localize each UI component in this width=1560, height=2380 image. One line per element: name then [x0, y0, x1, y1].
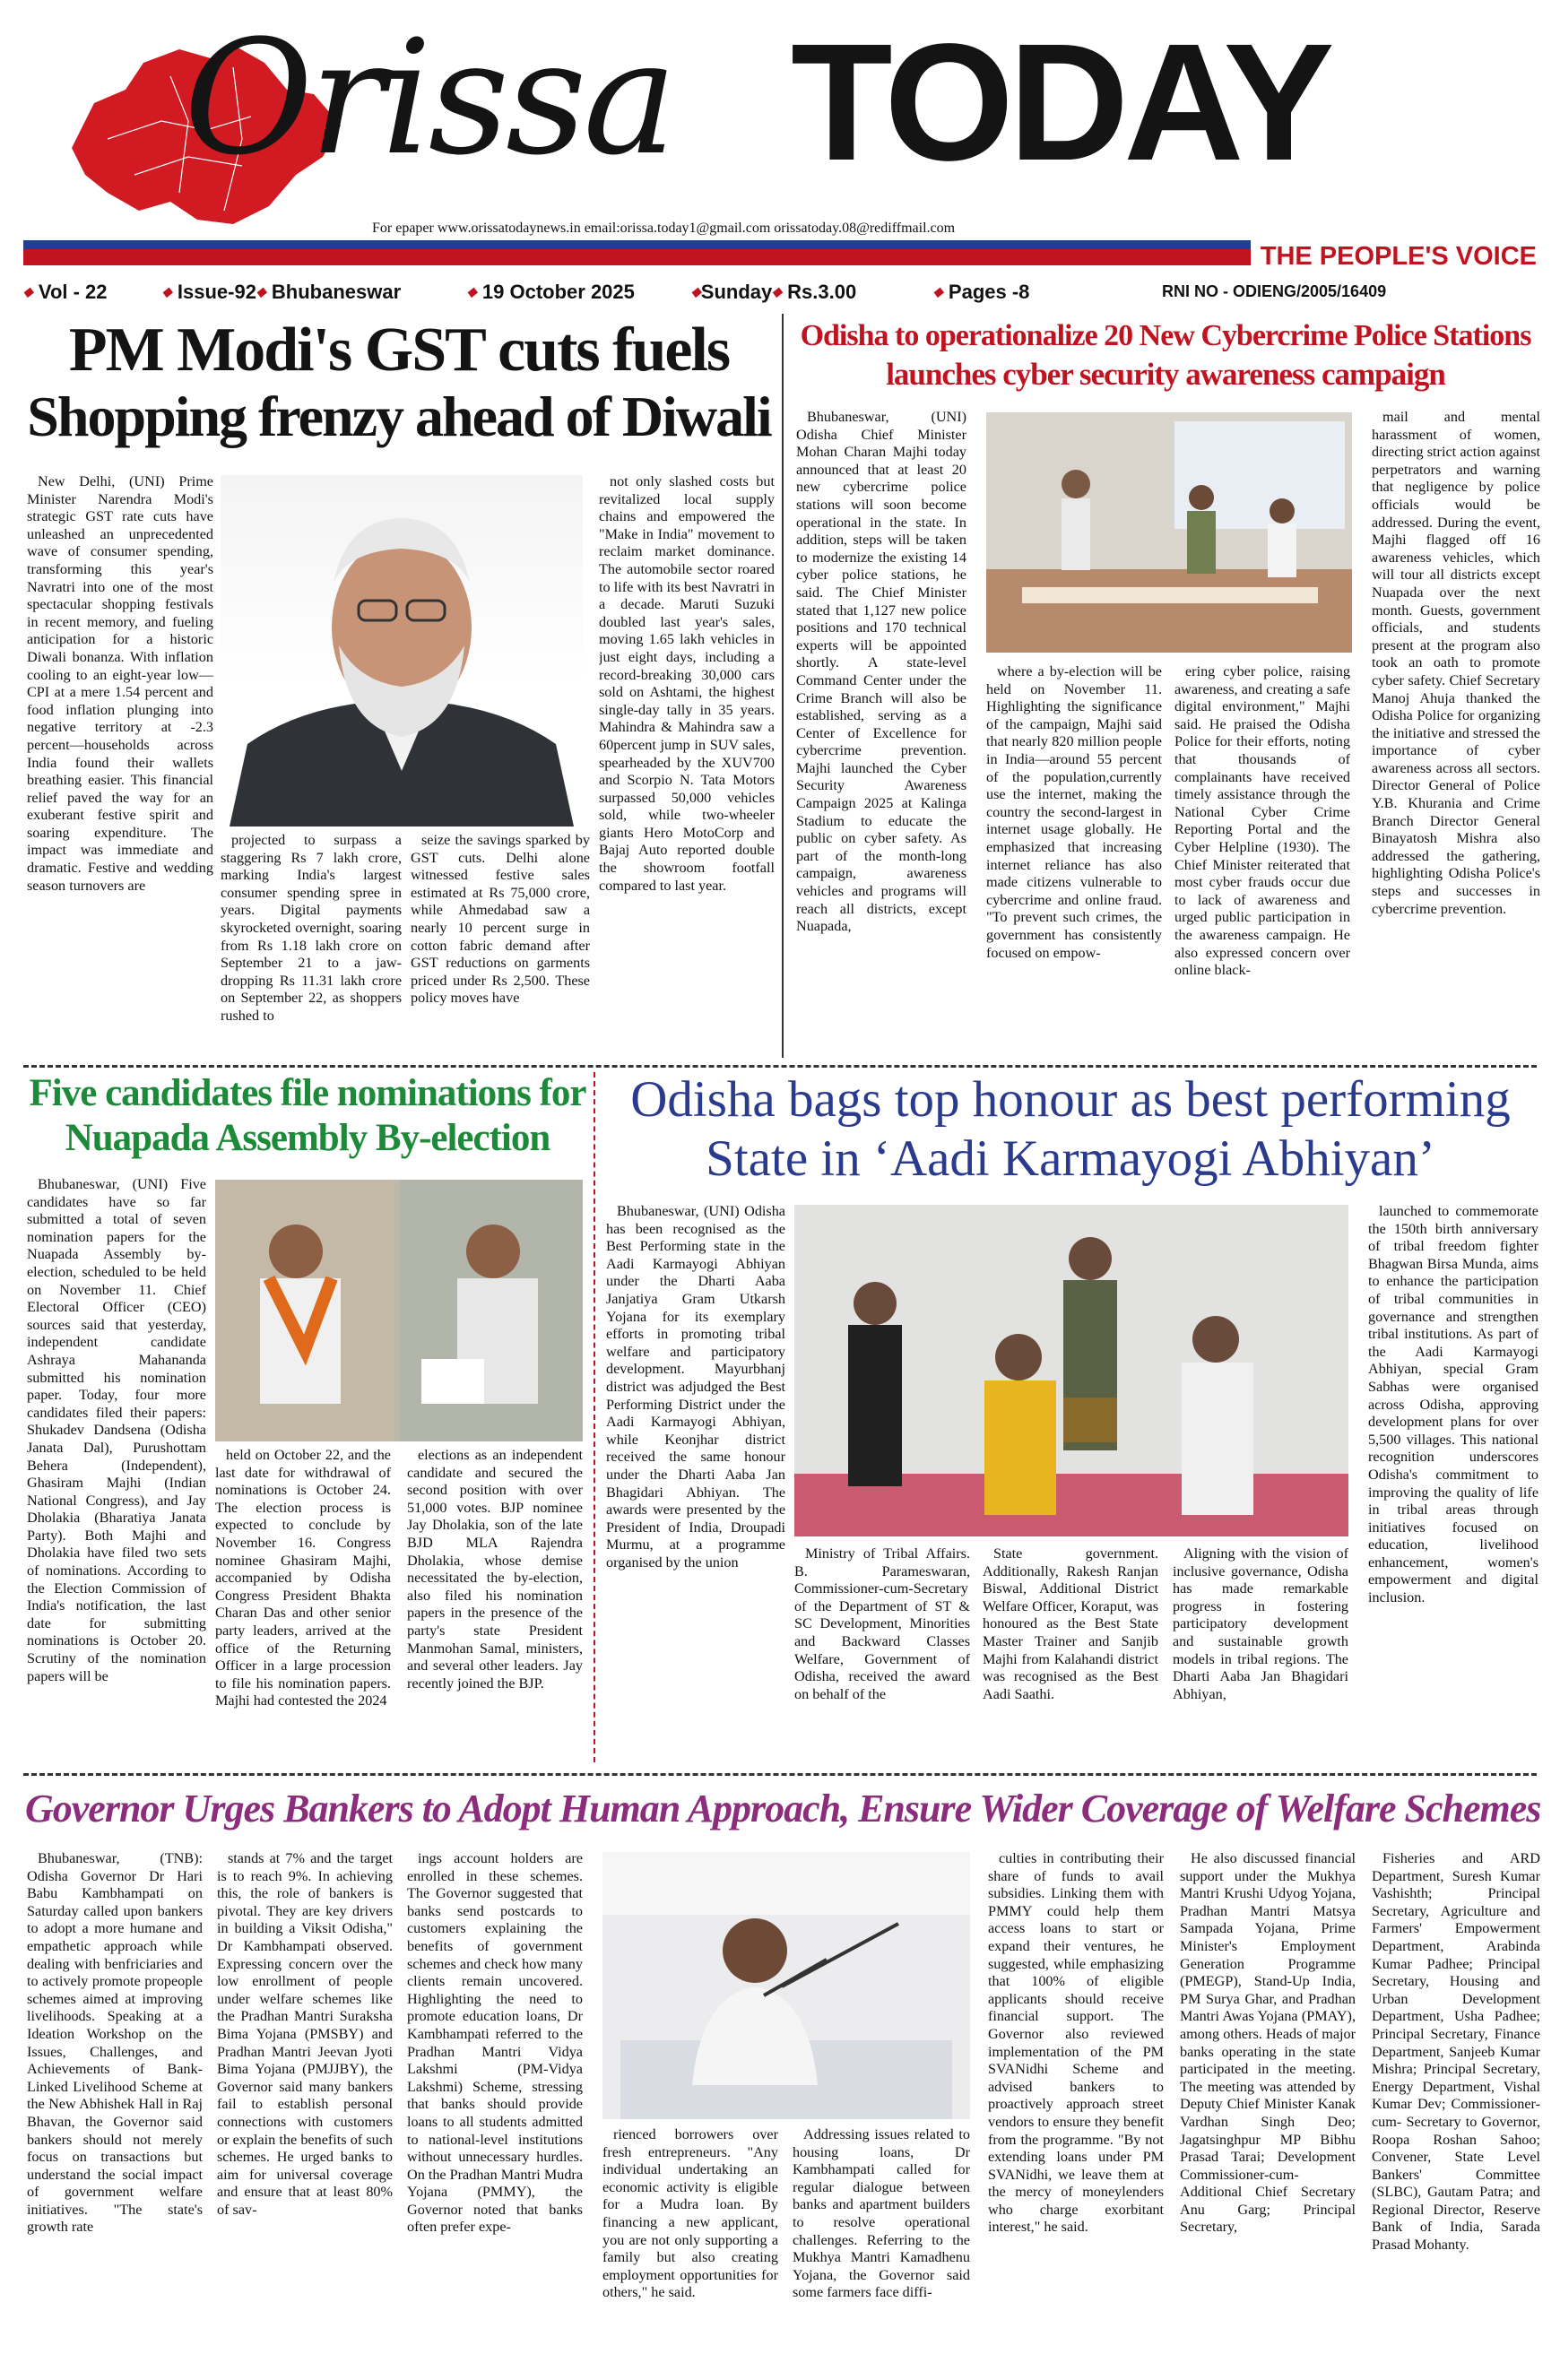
story4-column-1: Bhubaneswar, (UNI) Odisha has been recognised as the Best Performing state in the Aadi Karmayogi Abhiyan under the Dharti Aaba Janjatiya Gram Utkarsh Yojana for its exemplary efforts in promoting tribal welfare and participatory development. Mayurbhanj district was adjudged the Best Performing District under the Aadi Karmayogi Abhiyan, while Keonjhar district received the same honour under the Dharti Aaba Jan Bhagidari Abhiyan. The awards were presented by the President of India, Droupadi Murmu, at a programme organised by the union — [606, 1203, 785, 1571]
story5-column-7: He also discussed financial support under the Mukhya Mantri Krushi Udyog Yojana, Pradhan Mantri Matsya Sampada Yojana, Prime Minister's Employment Generation Programme (PMEGP), Stand-Up India, PM Surya Ghar, and Pradhan Mantri Awas Yojana (PMAY), among others. Heads of major banks operating in the state participated in the meeting. The meeting was attended by Deputy Chief Minister Kanak Vardhan Singh Deo; Jagatsinghpur MP Bibhu Prasad Tarai; Development Commissioner-cum-Additional Chief Secretary Anu Garg; Principal Secretary, — [1180, 1850, 1356, 2236]
story2-column-4: mail and mental harassment of women, directing strict action against perpetrators and warning that negligence by police officials would be addressed. During the event, Majhi flagged off 16 awareness vehicles, which will tour all districts except Nuapada over the next month. Guests, government officials, and students present at the program also took an oath to promote cyber safety. Chief Secretary Manoj Ahuja thanked the Odisha Police for organizing the initiative and stressed the importance of cyber awareness across all sectors. Director General of Police Y.B. Khurania and Crime Branch Director General Binayatosh Mishra also addressed the gathering, highlighting Odisha Police's steps and successes in cybercrime prevention. — [1372, 409, 1540, 917]
masthead-title-today: TODAY — [791, 10, 1330, 195]
story5-column-8: Fisheries and ARD Department, Suresh Kumar Vashishth; Principal Secretary, Agriculture and Farmers' Empowerment Department, Arabinda Kumar Padhee; Principal Secretary, Housing and Urban Development Department, Usha Padhee; Principal Secretary, Finance Department, Sanjeeb Kumar Mishra; Principal Secretary, Energy Department, Vishal Kumar Dev; Commissioner-cum- Secretary to Governor, Roopa Roshan Sahoo; Convener, State Level Bankers' Committee (SLBC), Gautam Patra; and Regional Director, Reserve Bank of India, Sarada Prasad Mohanty. — [1372, 1850, 1540, 2254]
story3-headline-line1: Five candidates file nominations for — [29, 1072, 586, 1114]
masthead-title-orissa: Orissa — [184, 6, 674, 190]
story3-photo-nomination-filing — [215, 1180, 583, 1441]
diamond-bullet-icon: ◆ — [691, 284, 701, 299]
diamond-bullet-icon: ◆ — [256, 284, 266, 299]
story3-column-2: held on October 22, and the last date for withdrawal of nominations is October 24. The election process is expected to conclude by November 16. Congress nominee Ghasiram Majhi, accompanied by Odisha Congress President Bhakta Charan Das and other senior party leaders, arrived at the office of the Returning Officer in a large procession to file his nomination papers. Majhi had contested the 2024 — [215, 1447, 391, 1709]
story5-photo-governor-speech — [602, 1852, 970, 2119]
column-divider — [594, 1072, 595, 1762]
diamond-bullet-icon: ◆ — [23, 284, 33, 299]
issue-date: 19 October 2025 — [481, 281, 635, 303]
volume-number: Vol - 22 — [38, 281, 108, 303]
story5-headline: Governor Urges Bankers to Adopt Human Approach, Ensure Wider Coverage of Welfare Schemes — [25, 1787, 1541, 1830]
story4-column-2: Ministry of Tribal Affairs. B. Parameswaran, Commissioner-cum-Secretary of the Department of ST & SC Development, Minorities and Backward Classes Welfare, Government of Odisha, received the award on behalf of the — [794, 1545, 970, 1702]
story2-headline-line1: Odisha to operationalize 20 New Cybercrime Police Stations — [800, 319, 1531, 352]
story5-column-6: culties in contributing their share of funds to avail subsidies. Linking them with PMMY could help them access loans to start or expand their ventures, he suggested, while emphasizing that 100% of eligible applicants should receive financial support. The Governor also reviewed implementation of the PM SVANidhi Scheme and advised bankers to proactively approach street vendors to ensure they benefit from the programme. "By not extending loans under PM SVANidhi, we leave them at the mercy of moneylenders who charge exorbitant interest," he said. — [988, 1850, 1164, 2236]
story5-column-1: Bhubaneswar, (TNB): Odisha Governor Dr Hari Babu Kambhampati on Saturday called upon bankers to adopt a more humane and empathetic approach while dealing with benfriciaries and to actively promote propeople schemes aimed at improving livelihoods. Speaking at a Ideation Workshop on the Issues, Challenges, and Achievements of Bank-Linked Livelihood Scheme at the New Abhishek Hall in Raj Bhavan, the Governor said bankers should not merely focus on transactions but understand the social impact of government welfare initiatives. "The state's growth rate — [27, 1850, 203, 2236]
story4-headline-line2: State in ‘Aadi Karmayogi Abhiyan’ — [706, 1130, 1435, 1187]
section-divider — [23, 1773, 1537, 1776]
diamond-bullet-icon: ◆ — [772, 284, 783, 299]
story1-headline-line2: Shopping frenzy ahead of Diwali — [27, 385, 771, 448]
story3-column-3: elections as an independent candidate and secured the second position with over 51,000 votes. BJP nominee Jay Dholakia, son of the late BJD MLA Rajendra Dholakia, whose demise necessitated the by-election, also filed his nomination papers in the presence of the party's state President Manmohan Samal, ministers, and several other leaders. Jay recently joined the BJP. — [407, 1447, 583, 1692]
diamond-bullet-icon: ◆ — [933, 284, 943, 299]
story1-column-1: New Delhi, (UNI) Prime Minister Narendra Modi's strategic GST rate cuts have unleashed an unprecedented wave of consumer spending, transforming this year's Navratri into one of the most spectacular shopping festivals in recent memory, and fueling anticipation for a historic Diwali bonanza. With inflation cooling to an eight-year low—CPI at a mere 1.54 percent and food inflation plunging into negative territory at -2.3 percent—households across India found their wallets breathing easier. This financial relief paved the way for an exuberant festive spirit and soaring expenditure. The impact was immediate and dramatic. Festive and wedding season turnovers are — [27, 473, 213, 894]
rni-number: RNI NO - ODIENG/2005/16409 — [1162, 282, 1387, 300]
page-count: Pages -8 — [948, 281, 1030, 303]
city-name: Bhubaneswar — [271, 281, 402, 303]
diamond-bullet-icon: ◆ — [467, 284, 477, 299]
epaper-contact-line: For epaper www.orissatodaynews.in email:orissa.today1@gmail.com orissatoday.08@rediffmail.com — [372, 221, 956, 236]
story4-column-5: launched to commemorate the 150th birth anniversary of tribal freedom fighter Bhagwan Birsa Munda, aims to enhance the participation of tribal communities in governance and strengthen tribal institutions. As part of the Aadi Karmayogi Abhiyan, special Gram Sabhas were organised across Odisha, approving development plans for over 5,500 villages. This national recognition underscores Odisha's commitment to improving the quality of life in tribal areas through initiatives focused on education, livelihood enhancement, women's empowerment and digital inclusion. — [1368, 1203, 1538, 1606]
masthead-tagline: THE PEOPLE'S VOICE — [1251, 238, 1537, 274]
story1-column-2: projected to surpass a staggering Rs 7 lakh crore, marking India's largest consumer spending spree in years. Digital payments skyrocketed overnight, soaring from Rs 1.18 lakh crore on September 21 to a jaw-dropping Rs 11.31 lakh crore on September 22, as shoppers rushed to — [221, 832, 402, 1024]
story4-headline-line1: Odisha bags top honour as best performing — [630, 1071, 1511, 1128]
story1-column-4: not only slashed costs but revitalized local supply chains and empowered the "Make in India" movement to reclaim market dominance. The automobile sector roared to life with its best Navratri in a decade. Maruti Suzuki doubled last year's sales, moving 1.65 lakh vehicles in just eight days, including a record-breaking 30,000 cars sold on Ashtami, the highest single-day tally in 35 years. Mahindra & Mahindra saw a 60percent jump in SUV sales, spearheaded by the XUV700 and Scorpio N. Tata Motors surpassed 50,000 vehicles sold, while two-wheeler giants Hero MotoCorp and Bajaj Auto reported double the showroom footfall compared to last year. — [599, 473, 775, 894]
story3-headline-line2: Nuapada Assembly By-election — [65, 1117, 550, 1159]
story5-column-5: Addressing issues related to housing loans, Dr Kambhampati called for regular dialogue between banks and apartment builders to resolve operational challenges. Referring to the Mukhya Mantri Kamadhenu Yojana, the Governor said some farmers face diffi- — [793, 2126, 970, 2301]
column-divider — [782, 314, 784, 1058]
story5-column-2: stands at 7% and the target is to reach 9%. In achieving this, the role of bankers is pivotal. They are key drivers in building a Viksit Odisha," Dr Kambhampati observed. Expressing concern over the low enrollment of people under welfare schemes like the Pradhan Mantri Suraksha Bima Yojana (PMSBY) and Pradhan Mantri Jeevan Jyoti Bima Yojana (PMJJBY), the Governor said many bankers fail to establish personal connections with customers or explain the benefits of such schemes. He urged banks to aim for universal coverage and ensure that at least 80% of sav- — [217, 1850, 393, 2218]
story2-column-1: Bhubaneswar, (UNI) Odisha Chief Minister Mohan Charan Majhi today announced that at least 20 new cybercrime police stations will soon become operational in the state. In addition, steps will be taken to modernize the existing 14 cyber police stations, he said. The Chief Minister stated that 1,127 new police positions and 170 technical experts will be appointed shortly. A state-level Command Center under the Crime Branch will also be established, serving as a Center of Excellence for cybercrime prevention. Majhi launched the Cyber Security Awareness Campaign 2025 at Kalinga Stadium to educate the public on cyber safety. As part of the month-long campaign, awareness vehicles and programs will reach all districts, except Nuapada, — [796, 409, 966, 935]
story4-column-3: State government. Additionally, Rakesh Ranjan Biswal, Additional District Welfare Officer, Koraput, was honoured as the Best State Master Trainer and Sanjib Majhi from Kalahandi district was recognised as the Best Aadi Saathi. — [983, 1545, 1158, 1702]
story4-column-4: Aligning with the vision of inclusive governance, Odisha has made remarkable progress in fostering participatory development and sustainable growth models in tribal regions. The Dharti Aaba Jan Bhagidari Abhiyan, — [1173, 1545, 1348, 1702]
story2-headline-line2: launches cyber security awareness campaign — [886, 357, 1445, 392]
story2-photo-cyber-campaign-launch — [986, 412, 1352, 653]
story2-column-3: ering cyber police, raising awareness, and creating a safe digital environment," Majhi said. He praised the Odisha Police for their efforts, noting that thousands of complainants have received timely assistance through the National Cyber Crime Reporting Portal and the Cyber Helpline (1930). The Chief Minister reiterated that most cyber frauds occur due to lack of awareness and urged public participation in the awareness campaign. He also expressed concern over online black- — [1174, 663, 1350, 979]
section-divider — [23, 1065, 1537, 1068]
diamond-bullet-icon: ◆ — [162, 284, 172, 299]
story5-column-4: rienced borrowers over fresh entrepreneurs. "Any individual undertaking an economic activity is eligible for a Mudra loan. By financing a new applicant, you are not only supporting a family but also creating employment opportunities for others," he said. — [602, 2126, 778, 2301]
issue-number: Issue-92 — [177, 281, 256, 303]
issue-price: Rs.3.00 — [787, 281, 857, 303]
story1-headline-line1: PM Modi's GST cuts fuels — [68, 316, 730, 385]
story5-column-3: ings account holders are enrolled in these schemes. The Governor suggested that banks send postcards to customers explaining the benefits of government schemes and check how many clients remain uncovered. Highlighting the need to promote education loans, Dr Kambhampati referred to the Pradhan Mantri Vidya Lakshmi (PM-Vidya Lakshmi) Scheme, stressing that banks should provide loans to all students admitted to national-level institutions without unnecessary hurdles. On the Pradhan Mantri Mudra Yojana (PMMY), the Governor noted that banks often prefer expe- — [407, 1850, 583, 2236]
issue-day: Sunday — [700, 281, 773, 303]
story2-column-2: where a by-election will be held on November 11. Highlighting the significance of the campaign, Majhi said that nearly 820 million people in India—around 55 percent of the population,currently use the internet, making the country the second-largest in internet usage globally. He emphasized that increasing internet reliance has also made citizens vulnerable to cybercrime and online fraud. "To prevent such crimes, the government has consistently focused on empow- — [986, 663, 1162, 961]
story3-column-1: Bhubaneswar, (UNI) Five candidates have so far submitted a total of seven nomination papers for the Nuapada Assembly by-election, scheduled to be held on November 11. Chief Electoral Officer (CEO) sources said that yesterday, independent candidate Ashraya Mahananda submitted his nomination paper. Today, four more candidates filed their papers: Shukadev Dandsena (Odisha Janata Dal), Purushottam Behera (Independent), Ghasiram Majhi (Indian National Congress), and Jay Dholakia (Bharatiya Janata Party). Both Majhi and Dholakia have filed two sets of nominations. According to the Election Commission of India's notification, the last date for submitting nominations is October 20. Scrutiny of the nomination papers will be — [27, 1176, 206, 1684]
issue-info-bar — [23, 275, 1537, 307]
story1-column-3: seize the savings sparked by GST cuts. Delhi alone witnessed festive sales estimated at Rs 75,000 crore, while Ahmedabad saw a nearly 10 percent surge in cotton fabric demand after GST reductions on garments priced under Rs 2,500. These policy moves have — [411, 832, 590, 1007]
story1-photo-pm-modi — [221, 475, 583, 827]
story4-photo-award-ceremony — [794, 1205, 1348, 1536]
